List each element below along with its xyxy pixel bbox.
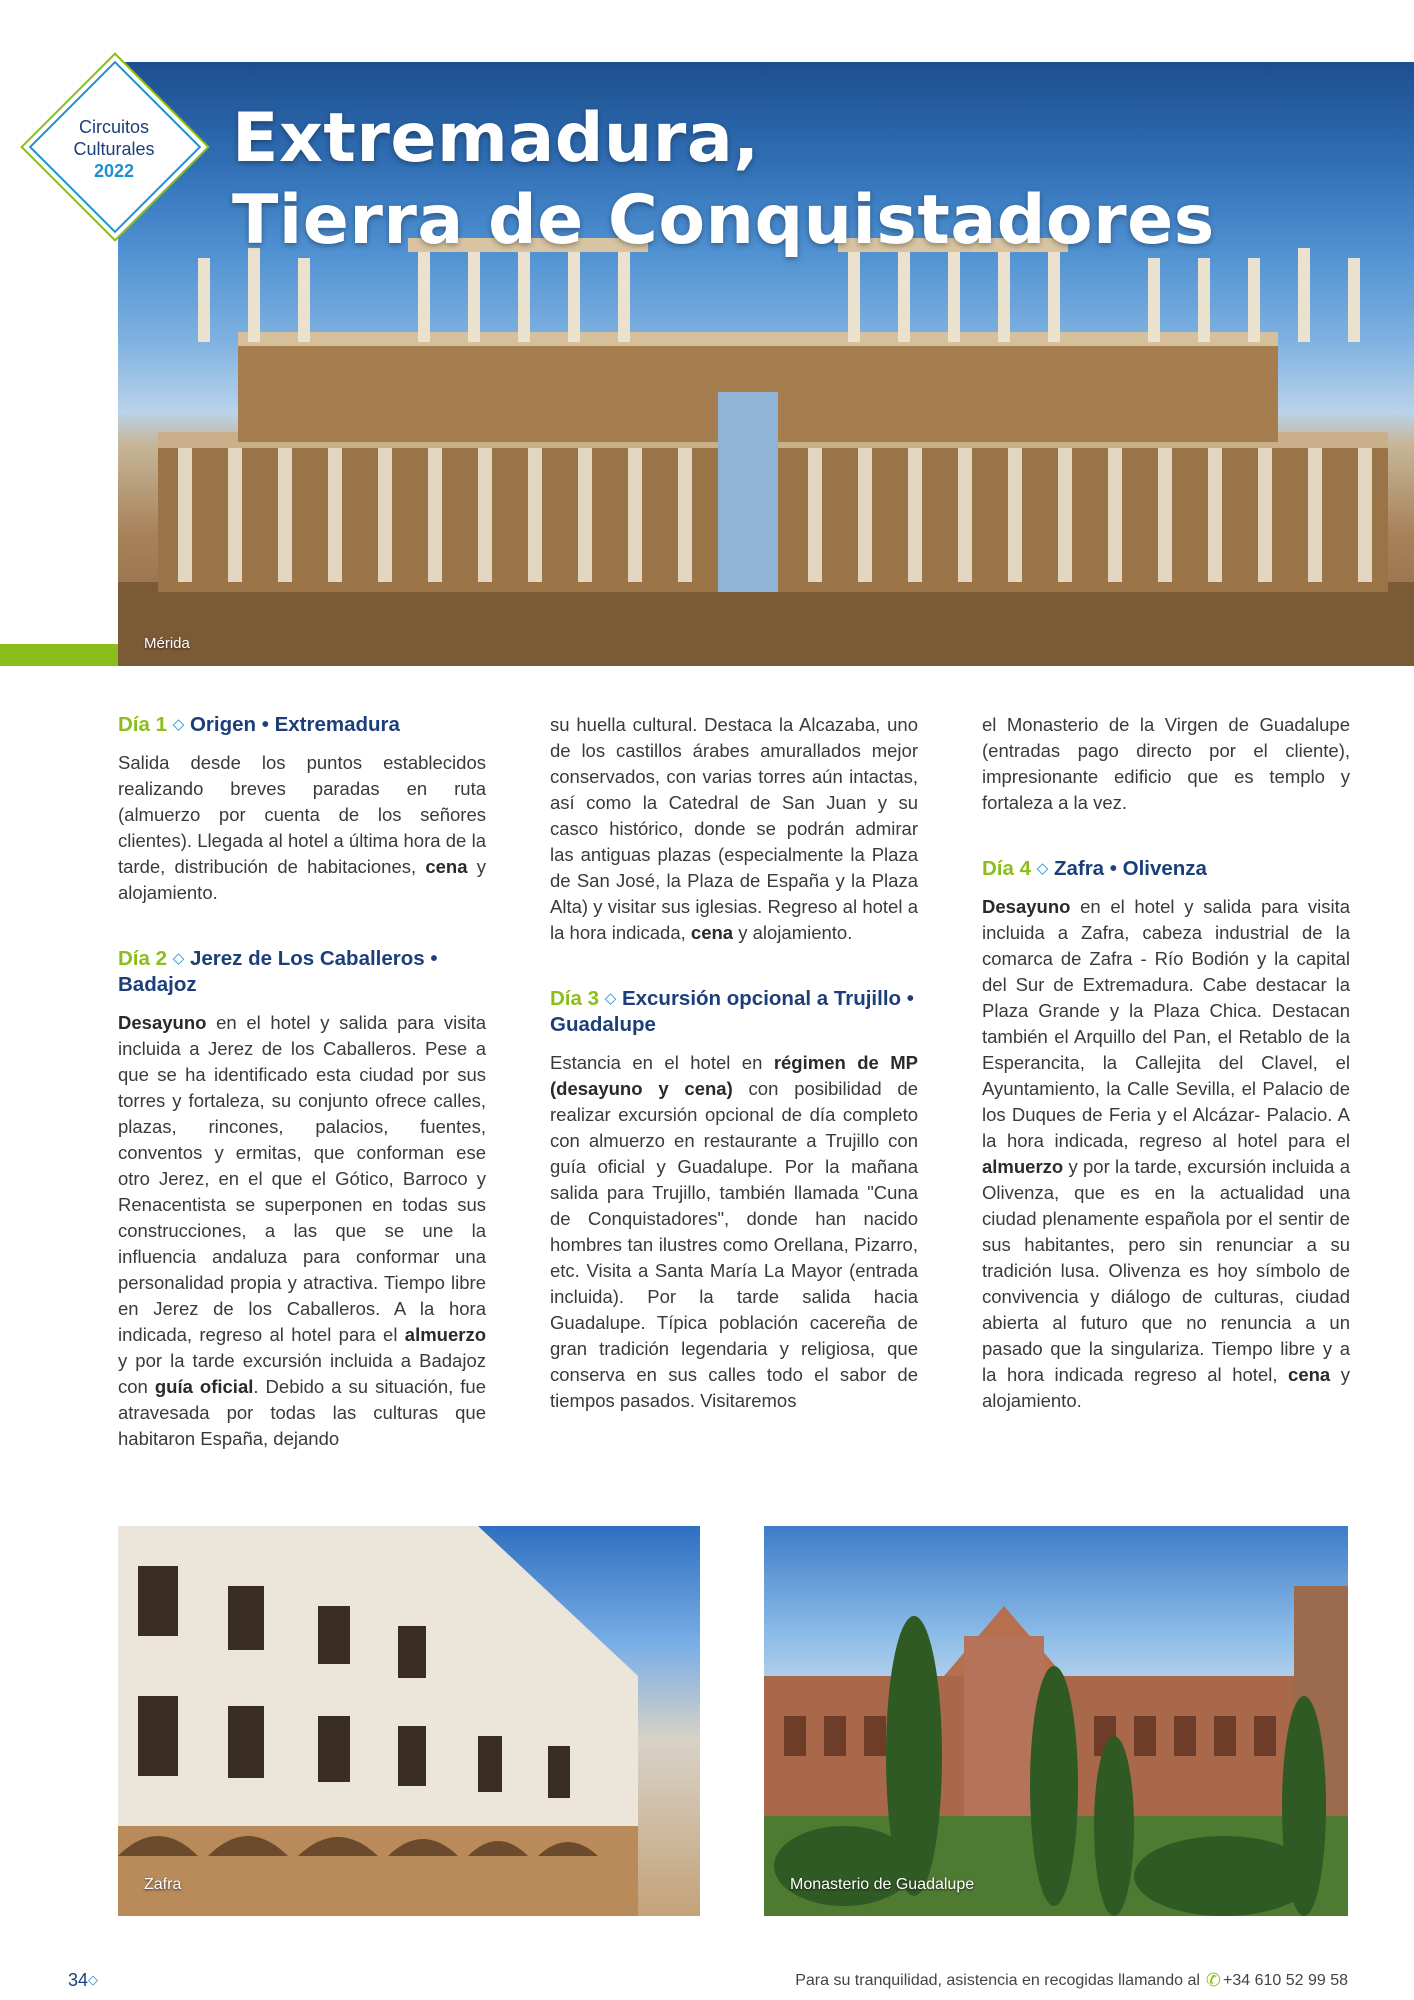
column-3 [982,712,1350,1414]
day-1-number: Día 1 [118,713,167,736]
day-1-title: Origen • Extremadura [189,713,400,736]
column-2 [550,712,918,1414]
footer-phone[interactable]: +34 610 52 99 58 [1222,1972,1348,1989]
green-accent-bar [0,644,118,666]
day-2-title: Jerez de Los Caballeros • Badajoz [118,947,438,996]
diamond-icon: ◇ [604,990,617,1007]
footer-assistance-text [795,1970,1348,1991]
day-4-heading [982,856,1350,882]
circuitos-culturales-badge [30,62,198,230]
zafra-building-illustration [118,1526,700,1916]
day-2-body-part-1: Desayuno en el hotel y salida para visita incluida a Jerez de los Caballeros. Pese a que se ha identificado esta ciudad por sus torres y fortaleza, su conjunto ofrece calles, plazas, rincones, palacios, fuentes, conventos y ermitas, que conforman ese otro Jerez, en el que el Gótico, Barroco y Renacentista se superponen en todas sus construcciones, a las que se une la influencia andaluza para conformar una personalidad propia y atractiva. Tiempo libre en Jerez de los Caballeros. A la hora indicada, regreso al hotel para el almuerzo y por la tarde excursión incluida a Badajoz con guía oficial. Debido a su situación, fue atravesada por todas las culturas que habitaron España, dejando [118,1012,486,1449]
day-3-body-part-2: el Monasterio de la Virgen de Guadalupe (entradas pago directo por el cliente), impresionante edificio que es templo y fortaleza a la vez. [982,714,1350,813]
day-2-heading [118,946,486,998]
day-1-heading [118,712,486,738]
day-4-number: Día 4 [982,857,1031,880]
day-3-heading [550,986,918,1038]
day-2-number: Día 2 [118,947,167,970]
hero-caption: Mérida [144,635,190,652]
diamond-icon: ◇ [172,950,185,967]
page-title [232,98,1382,262]
day-4-body: Desayuno en el hotel y salida para visita incluida a Zafra, cabeza industrial de la comarca de Zafra - Río Bodión y la capital del Sur de Extremadura. Cabe destacar la Plaza Grande y la Plaza Chica. Destacan también el Arquillo del Pan, el Retablo de la Esperancita, la Callejita del Clavel, el Ayuntamiento, la Calle Sevilla, el Palacio de los Duques de Feria y el Alcázar- Palacio. A la hora indicada, regreso al hotel para el almuerzo y por la tarde, excursión incluida a Olivenza, que es en la actualidad una ciudad plenamente española por el sentir de sus habitantes, pero sin renunciar a su tradición lusa. Olivenza es hoy símbolo de convivencia y diálogo de culturas, ciudad abierta al futuro que no renuncia a un pasado que la singulariza. Tiempo libre y a la hora indicada regreso al hotel, cena y alojamiento. [982,896,1351,1411]
day-3-number: Día 3 [550,987,599,1010]
badge-year: 2022 [93,161,135,181]
title-line-1: Extremadura, [232,99,760,178]
photo-caption-zafra: Zafra [144,1876,182,1893]
diamond-icon: ◇ [1036,860,1049,877]
day-2-body-part-2: su huella cultural. Destaca la Alcazaba, uno de los castillos árabes amurallados mejor conservados, con varias torres aún intactas, así como la Catedral de San Juan y su casco histórico, donde se podrán admirar las antiguas plazas (especialmente la Plaza de San José, la Plaza de España y la Plaza Alta) y visitar sus iglesias. Regreso al hotel a la hora indicada, cena y alojamiento. [550,714,918,943]
diamond-icon: ◇ [172,716,185,733]
guadalupe-cloister-illustration [764,1526,1348,1916]
phone-icon: ✆ [1205,1970,1221,1990]
badge-line-1: Circuitos [78,117,149,137]
photo-monasterio-guadalupe [764,1526,1348,1916]
photo-caption-guadalupe: Monasterio de Guadalupe [790,1876,975,1893]
day-1-body: Salida desde los puntos establecidos realizando breves paradas en ruta (almuerzo por cuenta de los señores clientes). Llegada al hotel a última hora de la tarde, distribución de habitaciones, cena y alojamiento. [118,752,486,903]
photo-zafra [118,1526,700,1916]
day-4-title: Zafra • Olivenza [1053,857,1207,880]
title-line-2: Tierra de Conquistadores [232,181,1215,260]
badge-line-2: Culturales [73,139,155,159]
footer-text: Para su tranquilidad, asistencia en recogidas llamando al [795,1972,1200,1989]
page-number [68,1970,98,1991]
badge-text [30,116,198,182]
diamond-icon: ◇ [88,1972,99,1987]
page-number-value: 34 [68,1970,89,1990]
day-3-body-part-1: Estancia en el hotel en régimen de MP (desayuno y cena) con posibilidad de realizar excursión opcional de día completo con almuerzo en restaurante a Trujillo con guía oficial y Guadalupe. Por la mañana salida para Trujillo, también llamada "Cuna de Conquistadores", donde han nacido hombres tan ilustres como Orellana, Pizarro, etc. Visita a Santa María La Mayor (entrada incluida). Por la tarde salida hacia Guadalupe. Típica población cacereña de gran tradición legendaria y religiosa, que conserva en sus calles todo el sabor de tiempos pasados. Visitaremos [550,1052,918,1411]
column-1 [118,712,486,1452]
day-3-title: Excursión opcional a Trujillo • Guadalupe [550,987,914,1036]
